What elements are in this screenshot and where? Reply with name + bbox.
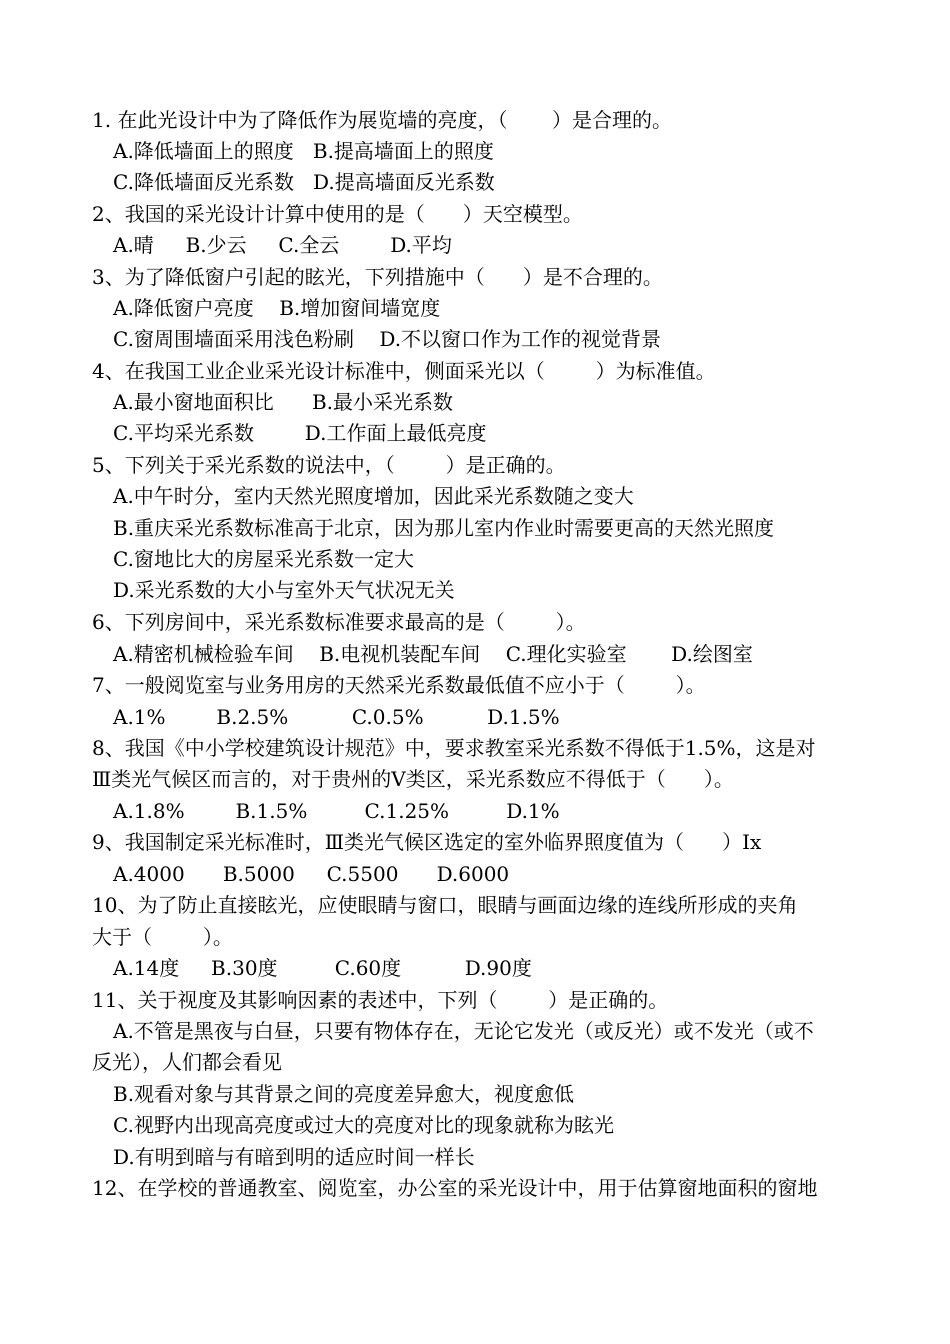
question-5: 5、下列关于采光系数的说法中，（ ）是正确的。: [92, 453, 566, 477]
question-3-options-ab: A.降低窗户亮度 B.增加窗间墙宽度: [113, 296, 441, 320]
question-10-continued: 大于（ ）。: [92, 925, 233, 949]
question-11-option-c: C.视野内出现高亮度或过大的亮度对比的现象就称为眩光: [113, 1113, 614, 1137]
question-10: 10、为了防止直接眩光，应使眼睛与窗口，眼睛与画面边缘的连线所形成的夹角: [92, 893, 798, 917]
question-12: 12、在学校的普通教室、阅览室，办公室的采光设计中，用于估算窗地面积的窗地: [92, 1176, 818, 1200]
question-5-option-d: D.采光系数的大小与室外天气状况无关: [113, 578, 455, 602]
question-3-options-cd: C.窗周围墙面采用浅色粉刷 D.不以窗口作为工作的视觉背景: [113, 327, 662, 351]
question-8-options: A.1.8% B.1.5% C.1.25% D.1%: [113, 799, 560, 823]
question-7-options: A.1% B.2.5% C.0.5% D.1.5%: [113, 705, 560, 729]
question-11-option-a: A.不管是黑夜与白昼，只要有物体存在，无论它发光（或反光）或不发光（或不: [113, 1019, 814, 1043]
question-1-options-ab: A.降低墙面上的照度 B.提高墙面上的照度: [113, 139, 494, 163]
question-9-options: A.4000 B.5000 C.5500 D.6000: [113, 862, 510, 886]
question-11-option-d: D.有明到暗与有暗到明的适应时间一样长: [113, 1145, 475, 1169]
question-5-option-a: A.中午时分，室内天然光照度增加，因此采光系数随之变大: [113, 484, 634, 508]
question-1-options-cd: C.降低墙面反光系数 D.提高墙面反光系数: [113, 170, 495, 194]
question-11-option-a-continued: 反光），人们都会看见: [92, 1050, 282, 1074]
question-4-options-cd: C.平均采光系数 D.工作面上最低亮度: [113, 421, 487, 445]
question-6-options: A.精密机械检验车间 B.电视机装配车间 C.理化实验室 D.绘图室: [113, 642, 753, 666]
question-2: 2、我国的采光设计计算中使用的是（ ）天空模型。: [92, 202, 583, 226]
question-8: 8、我国《中小学校建筑设计规范》中，要求教室采光系数不得低于1.5%，这是对: [92, 736, 816, 760]
question-9: 9、我国制定采光标准时，Ⅲ类光气候区选定的室外临界照度值为（ ）Ix: [92, 830, 762, 854]
question-7: 7、一般阅览室与业务用房的天然采光系数最低值不应小于（ ）。: [92, 673, 706, 697]
question-11: 11、关于视度及其影响因素的表述中，下列（ ）是正确的。: [92, 988, 669, 1012]
question-10-options: A.14度 B.30度 C.60度 D.90度: [113, 956, 532, 980]
question-6: 6、下列房间中，采光系数标准要求最高的是（ ）。: [92, 610, 586, 634]
question-8-continued: Ⅲ类光气候区而言的，对于贵州的Ⅴ类区，采光系数应不得低于（ ）。: [92, 767, 734, 791]
question-4: 4、在我国工业企业采光设计标准中，侧面采光以（ ）为标准值。: [92, 359, 716, 383]
question-2-options: A.晴 B.少云 C.全云 D.平均: [113, 233, 452, 257]
question-1: 1. 在此光设计中为了降低作为展览墙的亮度，（ ）是合理的。: [92, 108, 672, 132]
question-5-option-b: B.重庆采光系数标准高于北京，因为那儿室内作业时需要更高的天然光照度: [113, 516, 775, 540]
question-3: 3、为了降低窗户引起的眩光，下列措施中（ ）是不合理的。: [92, 265, 663, 289]
question-4-options-ab: A.最小窗地面积比 B.最小采光系数: [113, 390, 453, 414]
question-11-option-b: B.观看对象与其背景之间的亮度差异愈大，视度愈低: [113, 1082, 575, 1106]
question-5-option-c: C.窗地比大的房屋采光系数一定大: [113, 547, 414, 571]
